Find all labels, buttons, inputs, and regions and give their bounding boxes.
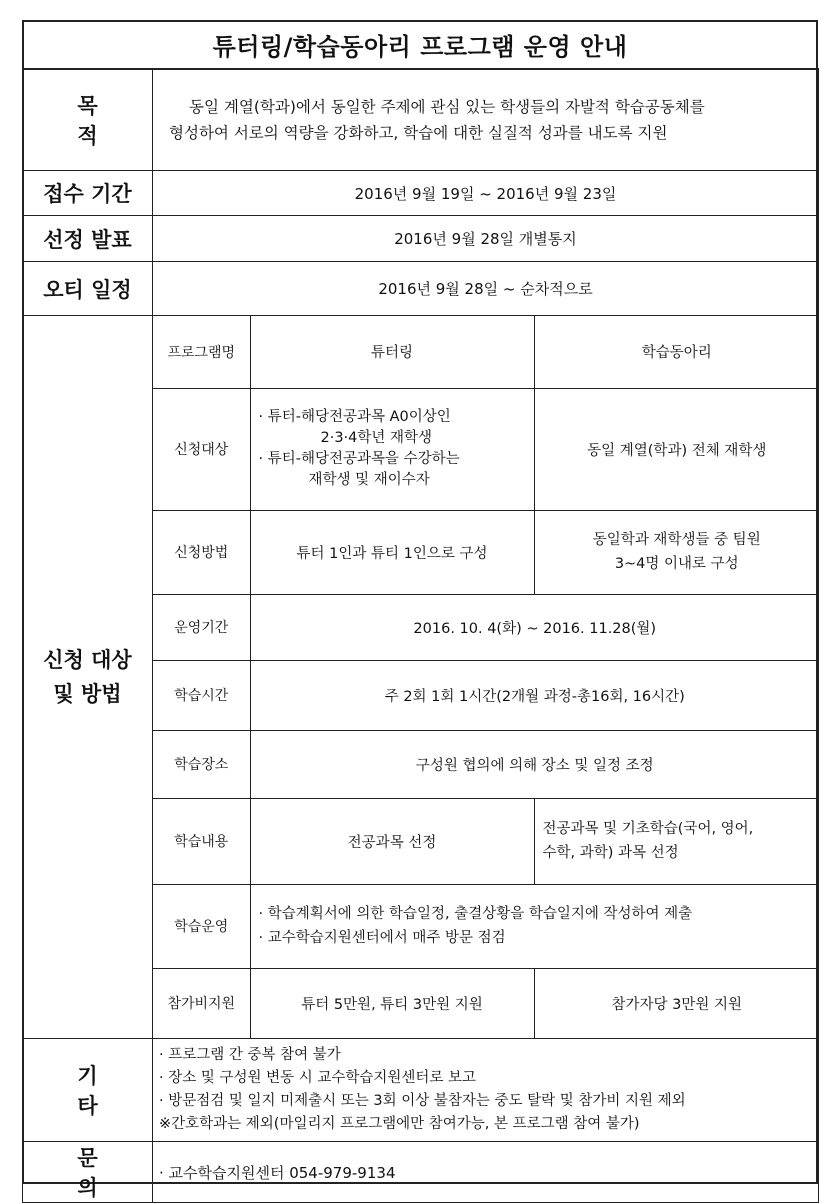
info-table <box>22 68 819 1203</box>
target-label <box>23 316 153 1039</box>
contact-label: 문 의 <box>23 1142 153 1203</box>
orientation-value: 2016년 9월 28일 ~ 순차적으로 <box>153 262 819 316</box>
content-club-line-1: 전공과목 및 기초학습(국어, 영어, <box>542 821 754 837</box>
fee-tutoring: 튜터 5만원, 튜티 3만원 지원 <box>250 968 534 1038</box>
applicant-club: 동일 계열(학과) 전체 재학생 <box>534 388 819 510</box>
operation-value <box>250 884 819 968</box>
time-row <box>153 660 819 730</box>
etc-line-4: ※간호학과는 제외(마일리지 프로그램에만 참여가능, 본 프로그램 참여 불가) <box>159 1116 640 1132</box>
orientation-row <box>23 262 819 316</box>
program-table <box>153 316 819 1038</box>
operation-line-2: · 교수학습지원센터에서 매주 방문 점검 <box>258 930 506 946</box>
purpose-label: 목 적 <box>23 69 153 171</box>
applicant-tutoring-line-2: 2·3·4학년 재학생 <box>320 430 433 446</box>
etc-value <box>153 1039 819 1142</box>
reception-value: 2016년 9월 19일 ~ 2016년 9월 23일 <box>153 171 819 216</box>
time-value: 주 2회 1회 1시간(2개월 과정-총16회, 16시간) <box>250 660 819 730</box>
content-label: 학습내용 <box>153 798 250 884</box>
place-row <box>153 730 819 798</box>
announcement-value: 2016년 9월 28일 개별통지 <box>153 216 819 262</box>
header-tutoring: 튜터링 <box>250 316 534 388</box>
operation-label: 학습운영 <box>153 884 250 968</box>
purpose-text <box>153 69 819 171</box>
content-row <box>153 798 819 884</box>
target-label-line-2: 및 방법 <box>53 682 122 706</box>
applicant-tutoring-line-1: · 튜터-해당전공과목 A0이상인 <box>258 409 451 425</box>
reception-label: 접수 기간 <box>23 171 153 216</box>
method-club-line-1: 동일학과 재학생들 중 팀원 <box>592 532 761 548</box>
reception-row <box>23 171 819 216</box>
etc-line-2: · 장소 및 구성원 변동 시 교수학습지원센터로 보고 <box>159 1070 477 1086</box>
period-label: 운영기간 <box>153 594 250 660</box>
period-value: 2016. 10. 4(화) ~ 2016. 11.28(월) <box>250 594 819 660</box>
applicant-row <box>153 388 819 510</box>
purpose-row <box>23 69 819 171</box>
etc-label: 기 타 <box>23 1039 153 1142</box>
fee-row <box>153 968 819 1038</box>
contact-value: · 교수학습지원센터 054-979-9134 <box>153 1142 819 1203</box>
header-program-name: 프로그램명 <box>153 316 250 388</box>
applicant-tutoring-line-3: · 튜티-해당전공과목을 수강하는 <box>258 451 460 467</box>
operation-row <box>153 884 819 968</box>
fee-club: 참가자당 3만원 지원 <box>534 968 819 1038</box>
method-tutoring: 튜터 1인과 튜티 1인으로 구성 <box>250 510 534 594</box>
method-label: 신청방법 <box>153 510 250 594</box>
time-label: 학습시간 <box>153 660 250 730</box>
period-row <box>153 594 819 660</box>
purpose-line-2: 형성하여 서로의 역량을 강화하고, 학습에 대한 실질적 성과를 내도록 지원 <box>169 123 668 142</box>
purpose-line-1: 동일 계열(학과)에서 동일한 주제에 관심 있는 학생들의 자발적 학습공동체를 <box>189 97 705 116</box>
operation-line-1: · 학습계획서에 의한 학습일정, 출결상황을 학습일지에 작성하여 제출 <box>258 906 693 922</box>
applicant-tutoring <box>250 388 534 510</box>
orientation-label: 오티 일정 <box>23 262 153 316</box>
method-club-line-2: 3~4명 이내로 구성 <box>614 556 739 572</box>
fee-label: 참가비지원 <box>153 968 250 1038</box>
method-club <box>534 510 819 594</box>
contact-row <box>23 1142 819 1203</box>
content-club-line-2: 수학, 과학) 과목 선정 <box>542 845 679 861</box>
etc-row <box>23 1039 819 1142</box>
page-title: 튜터링/학습동아리 프로그램 운영 안내 <box>22 20 818 70</box>
target-label-line-1: 신청 대상 <box>43 648 132 672</box>
content-tutoring: 전공과목 선정 <box>250 798 534 884</box>
announcement-label: 선정 발표 <box>23 216 153 262</box>
place-value: 구성원 협의에 의해 장소 및 일정 조정 <box>250 730 819 798</box>
method-row <box>153 510 819 594</box>
etc-line-3: · 방문점검 및 일지 미제출시 또는 3회 이상 불참자는 중도 탈락 및 참가비 지원 제외 <box>159 1093 686 1109</box>
place-label: 학습장소 <box>153 730 250 798</box>
announcement-row <box>23 216 819 262</box>
etc-line-1: · 프로그램 간 중복 참여 불가 <box>159 1047 341 1063</box>
program-header-row <box>153 316 819 388</box>
content-club <box>534 798 819 884</box>
target-detail-cell <box>153 316 819 1039</box>
applicant-tutoring-line-4: 재학생 및 재이수자 <box>308 472 430 488</box>
header-club: 학습동아리 <box>534 316 819 388</box>
applicant-label: 신청대상 <box>153 388 250 510</box>
target-row <box>23 316 819 1039</box>
